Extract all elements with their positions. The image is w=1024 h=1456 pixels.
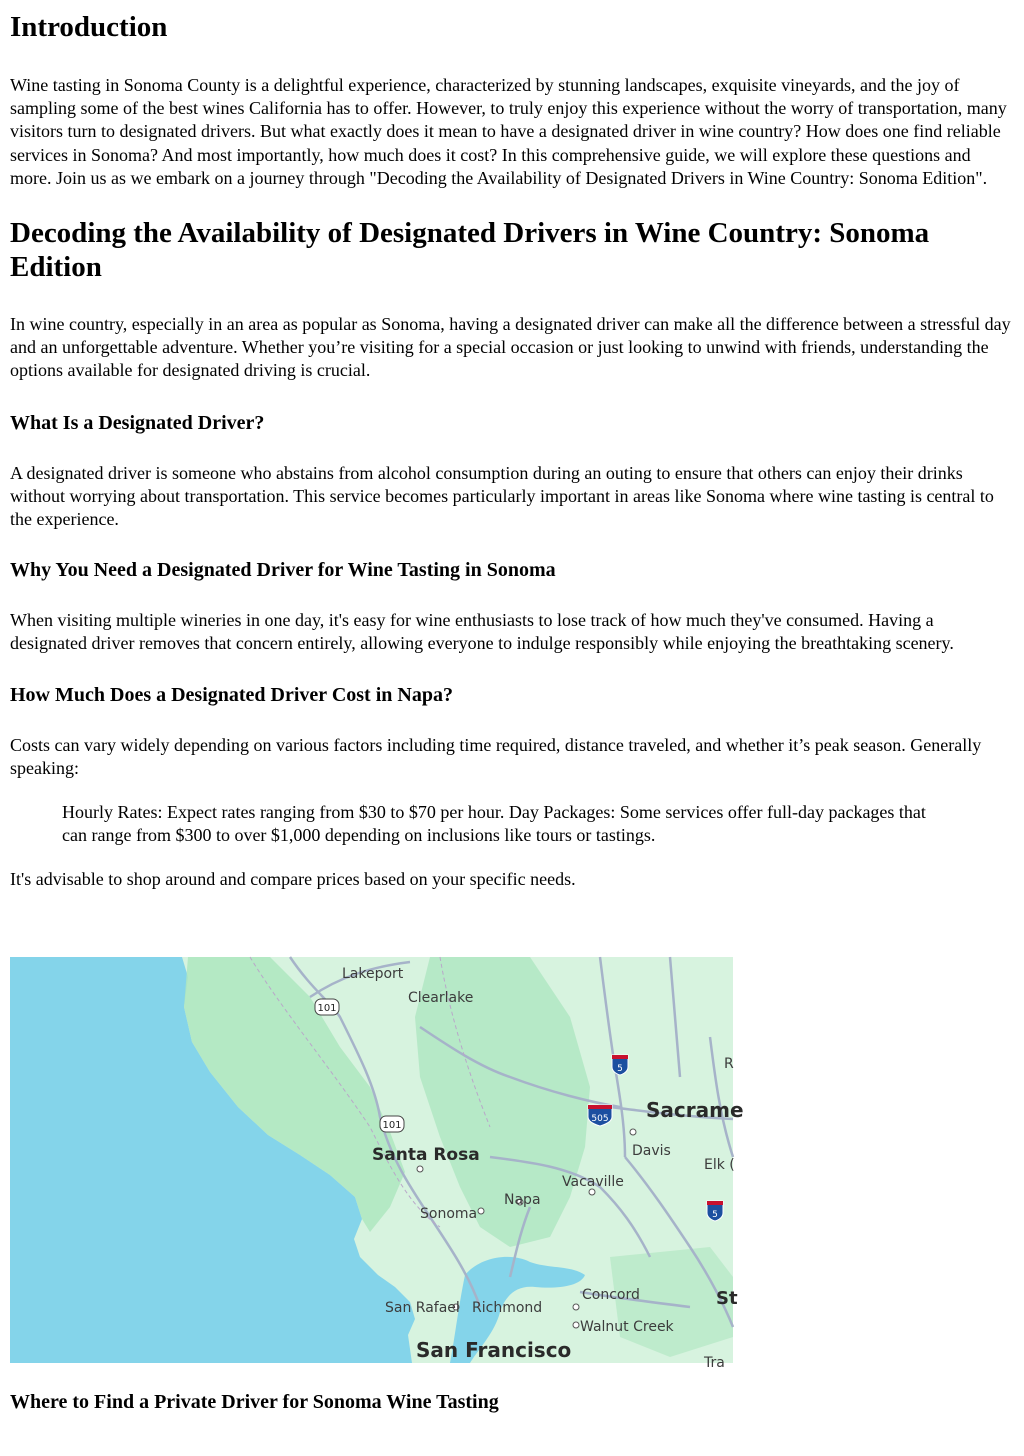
- map-label-edge-r: R: [724, 1056, 734, 1072]
- i5-north-shield: [612, 1055, 628, 1075]
- intro-heading: Introduction: [10, 11, 168, 43]
- us101-north-label: 101: [317, 1003, 337, 1014]
- map-label-san-rafael: San Rafael: [385, 1300, 460, 1316]
- cost-advice: It's advisable to shop around and compare prices based on your specific needs.: [10, 869, 576, 890]
- what-paragraph: A designated driver is someone who abstains from alcohol consumption during an outing to ensure that others can enjoy their drinks without worrying about transportation. This service becomes particularly important in areas like Sonoma where wine tasting is central to the experience.: [10, 462, 994, 530]
- private-section: [10, 1390, 1014, 1414]
- main-paragraph: In wine country, especially in an area as popular as Sonoma, having a designated driver can make all the difference between a stressful day and an unforgettable adventure. Whether you’re visiting for a special occasion or just looking to unwind with friends, understanding the options available for designated driving is crucial.: [10, 314, 1011, 381]
- intro-paragraph: Wine tasting in Sonoma County is a delightful experience, characterized by stunning landscapes, exquisite vineyards, and the joy of sampling some of the best wines California has to offer. However, to truly enjoy this experience without the worry of transportation, many visitors turn to designated drivers. But what exactly does it mean to have a designated driver in wine country? How does one find reliable services in Sonoma? And most importantly, how much does it cost? In this comprehensive guide, we will explore these questions and more. Join us as we embark on a journey through "Decoding the Availability of Designated Drivers in Wine Country: Sonoma Edition".: [10, 75, 1007, 188]
- i505-label: 505: [591, 1114, 609, 1124]
- map-label-edge-tra: Tra: [704, 1355, 725, 1371]
- article: [0, 10, 1024, 892]
- map-label-davis: Davis: [632, 1143, 671, 1159]
- map-label-san-francisco: San Francisco: [416, 1338, 572, 1362]
- map-label-concord: Concord: [582, 1287, 640, 1303]
- cost-paragraph: Costs can vary widely depending on various factors including time required, distance traveled, and whether it’s peak season. Generally speaking:: [10, 734, 982, 778]
- i505-shield: [588, 1105, 612, 1126]
- us101-mid-shield: [380, 1116, 404, 1132]
- map-label-lakeport: Lakeport: [342, 966, 404, 982]
- map-label-vacaville: Vacaville: [562, 1174, 624, 1190]
- main-heading: Decoding the Availability of Designated Drivers in Wine Country: Sonoma Edition: [10, 217, 930, 284]
- cost-heading: How Much Does a Designated Driver Cost in Napa?: [10, 683, 453, 706]
- i5-south-label: 5: [712, 1210, 718, 1220]
- map-label-richmond: Richmond: [472, 1300, 543, 1316]
- map-svg: [10, 957, 744, 1371]
- map-label-walnut-creek: Walnut Creek: [580, 1319, 674, 1335]
- map-label-stockton: St: [716, 1288, 738, 1309]
- i5-north-label: 5: [617, 1064, 623, 1074]
- why-paragraph: When visiting multiple wineries in one day, it's easy for wine enthusiasts to lose track of how much they've consumed. Having a designated driver removes that concern entirely, allowing everyone to indulge responsibly while enjoying the breathtaking scenery.: [10, 610, 954, 654]
- map-label-santa-rosa: Santa Rosa: [372, 1145, 480, 1165]
- map-image: [10, 957, 744, 1371]
- map-label-elk: Elk (: [704, 1157, 735, 1173]
- us101-north-shield: [315, 999, 339, 1015]
- map-label-sonoma: Sonoma: [420, 1206, 478, 1222]
- private-heading: Where to Find a Private Driver for Sonoma Wine Tasting: [10, 1391, 499, 1413]
- us101-mid-label: 101: [382, 1120, 402, 1131]
- why-heading: Why You Need a Designated Driver for Wine Tasting in Sonoma: [10, 559, 556, 582]
- i5-south-shield: [707, 1201, 723, 1221]
- map-label-napa: Napa: [504, 1192, 541, 1208]
- what-heading: What Is a Designated Driver?: [10, 411, 265, 434]
- map-label-sacramento: Sacrame: [646, 1098, 744, 1122]
- cost-blockquote: Hourly Rates: Expect rates ranging from $30 to $70 per hour. Day Packages: Some services offer full-day packages that can range from $300 to over $1,000 depending on inclusions like tours or tastings.: [62, 802, 926, 846]
- map-label-clearlake: Clearlake: [408, 990, 474, 1006]
